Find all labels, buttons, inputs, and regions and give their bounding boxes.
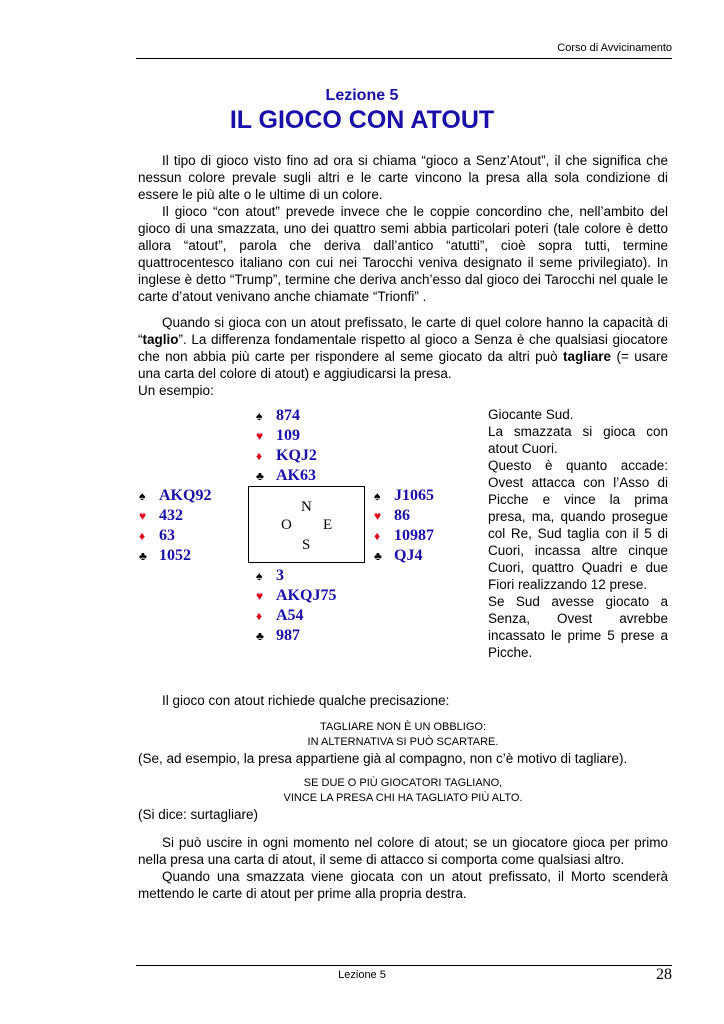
notrump-comparison: Se Sud avesse giocato a Senza, Ovest avrebbe incassato le prime 5 prese a Picche. <box>488 594 668 660</box>
example-explanation <box>488 406 668 661</box>
east-hearts: 86 <box>394 507 410 524</box>
south-diamonds: A54 <box>276 607 304 624</box>
east-clubs: QJ4 <box>394 547 423 564</box>
closing-text <box>138 834 668 902</box>
spade-icon: ♠ <box>139 489 146 503</box>
south-hearts: AKQJ75 <box>276 587 337 604</box>
diamond-icon: ♦ <box>139 529 146 543</box>
tagliare-term: tagliare <box>563 349 612 364</box>
heart-icon: ♥ <box>374 509 382 523</box>
paragraph-3: Quando si gioca con un atout prefissato, le carte di quel colore hanno la capacità di “taglio”. La differenza fondamentale rispetto al gioco a Senza è che qualsiasi giocatore che non abbia più carte per rispondere al seme giocato da altri può tagliare (= usare una carta del colore di atout) e aggiudicarsi la presa. <box>138 315 668 381</box>
heart-icon: ♥ <box>256 589 264 603</box>
page-title: IL GIOCO CON ATOUT <box>229 106 495 134</box>
example-label: Un esempio: <box>138 383 214 398</box>
spade-icon: ♠ <box>256 569 263 583</box>
spade-icon: ♠ <box>374 489 381 503</box>
surtagliare-text <box>138 806 668 823</box>
page-number: 28 <box>656 966 672 983</box>
diamond-icon: ♦ <box>374 529 381 543</box>
west-hand <box>139 486 211 566</box>
declarer-note: Giocante Sud. <box>488 407 574 422</box>
footer-divider <box>136 965 672 966</box>
south-clubs: 987 <box>276 627 300 644</box>
precisazione-text <box>138 692 668 709</box>
heart-icon: ♥ <box>139 509 147 523</box>
paragraph-1: Il tipo di gioco visto fino ad ora si chiama “gioco a Senz’Atout”, il che significa che nessun colore prevale sugli altri e le carte vincono la presa alla sola condizione di essere le più alte o le ultime di un colore. <box>138 153 668 202</box>
east-spades: J1065 <box>394 487 434 504</box>
rule-no-obligation: TAGLIARE NON È UN OBBLIGO: IN ALTERNATIVA SI PUÒ SCARTARE. <box>307 721 499 748</box>
club-icon: ♣ <box>374 549 382 563</box>
paragraph-8: Quando una smazzata viene giocata con un atout prefissato, il Morto scenderà mettendo le carte di atout per prime alla propria destra. <box>138 869 668 901</box>
footer-lesson: Lezione 5 <box>338 969 386 981</box>
compass-north: N <box>301 499 312 515</box>
compass-box <box>248 486 365 563</box>
spade-icon: ♠ <box>256 409 263 423</box>
compass-south: S <box>302 537 311 553</box>
trump-note: La smazzata si gioca con atout Cuori. <box>488 424 668 456</box>
play-description: Questo è quanto accade: Ovest attacca con l’Asso di Picche e vince la prima presa, ma, quando prosegue col Re, Sud taglia con il 5 di Cuori, incassa altre cinque Cuori, quattro Quadri e due Fiori realizzando 12 prese. <box>488 458 668 592</box>
diamond-icon: ♦ <box>256 449 263 463</box>
club-icon: ♣ <box>256 629 264 643</box>
rule-overtrump: SE DUE O PIÙ GIOCATORI TAGLIANO, VINCE LA PRESA CHI HA TAGLIATO PIÙ ALTO. <box>283 777 523 804</box>
example-note-text <box>138 750 668 767</box>
compass-west: O <box>281 517 292 533</box>
diamond-icon: ♦ <box>256 609 263 623</box>
paragraph-4: Il gioco con atout richiede qualche precisazione: <box>162 693 450 708</box>
north-spades: 874 <box>276 407 300 424</box>
south-spades: 3 <box>276 567 284 584</box>
west-hearts: 432 <box>159 507 183 524</box>
paragraph-5: (Se, ad esempio, la presa appartiene già al compagno, non c’è motivo di tagliare). <box>138 751 628 766</box>
west-diamonds: 63 <box>159 527 175 544</box>
club-icon: ♣ <box>256 469 264 483</box>
heart-icon: ♥ <box>256 429 264 443</box>
header-divider <box>136 58 672 59</box>
club-icon: ♣ <box>139 549 147 563</box>
west-clubs: 1052 <box>159 547 191 564</box>
taglio-term: taglio <box>142 332 179 347</box>
paragraph-6: (Si dice: surtagliare) <box>138 807 259 822</box>
intro-text <box>138 152 668 305</box>
north-diamonds: KQJ2 <box>276 447 317 464</box>
east-hand <box>374 486 434 566</box>
north-hearts: 109 <box>276 427 300 444</box>
north-clubs: AK63 <box>276 467 316 484</box>
lesson-label: Lezione 5 <box>325 87 399 104</box>
north-hand <box>256 406 317 486</box>
paragraph-2: Il gioco “con atout” prevede invece che le coppie concordino che, nell’ambito del gioco di una smazzata, uno dei quattro semi abbia particolari poteri (tale colore è detto allora “atout”, parola che deriva dall’antico “atutti”, cioè sopra tutti, termine quattrocentesco italiano con cui nei Tarocchi veniva designato il seme privilegiato). In inglese è detto “Trump”, termine che deriva anch’esso dal gioco dei Tarocchi nel quale le carte d’atout venivano anche chiamate “Trionfi” . <box>138 204 668 304</box>
header-course: Corso di Avvicinamento <box>557 42 672 54</box>
taglio-text <box>138 314 668 399</box>
west-spades: AKQ92 <box>159 487 212 504</box>
east-diamonds: 10987 <box>394 527 434 544</box>
south-hand <box>256 566 336 646</box>
paragraph-7: Si può uscire in ogni momento nel colore di atout; se un giocatore gioca per primo nella presa una carta di atout, il seme di attacco si comporta come qualsiasi altro. <box>138 835 668 867</box>
compass-east: E <box>323 517 333 533</box>
